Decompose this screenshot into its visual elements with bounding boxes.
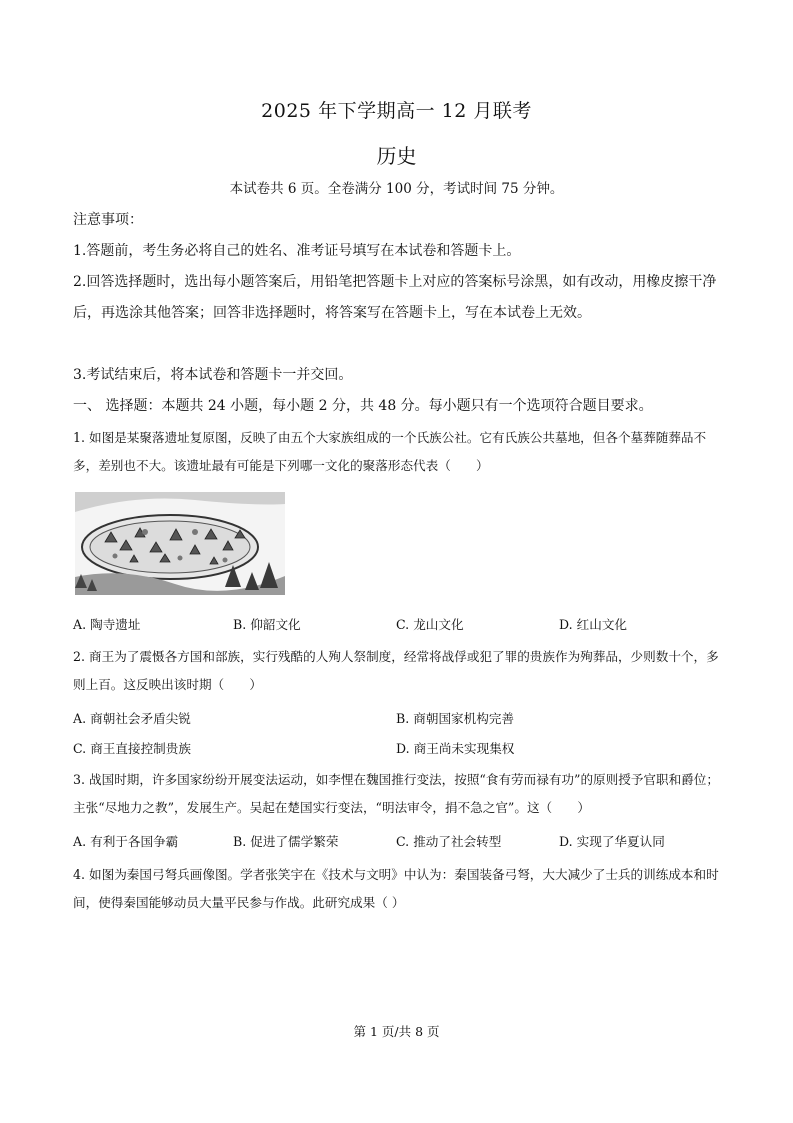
option-a[interactable]: A. 陶寺遗址	[73, 617, 141, 632]
option-b[interactable]: B. 商朝国家机构完善	[396, 711, 515, 726]
section-title: 一、 选择题：本题共 24 小题，每小题 2 分，共 48 分。每小题只有一个选项符合题目要求。	[73, 398, 653, 414]
exam-title: 2025 年下学期高一 12 月联考	[261, 100, 532, 122]
option-c[interactable]: C. 推动了社会转型	[396, 834, 502, 849]
option-a[interactable]: A. 商朝社会矛盾尖锐	[73, 711, 191, 726]
settlement-illustration	[75, 492, 285, 595]
option-c[interactable]: C. 龙山文化	[396, 617, 464, 632]
option-a[interactable]: A. 有利于各国争霸	[73, 834, 179, 849]
note-item: 2.回答选择题时，选出每小题答案后，用铅笔把答题卡上对应的答案标号涂黑，如有改动，用橡皮擦干净后，再选涂其他答案；回答非选择题时，将答案写在答题卡上，写在本试卷上无效。	[73, 274, 717, 321]
question-4-stem: 4. 如图为秦国弓弩兵画像图。学者张笑宇在《技术与文明》中认为：秦国装备弓弩，大大减少了士兵的训练成本和时间，使得秦国能够动员大量平民参与作战。此研究成果（ ）	[73, 867, 719, 910]
option-c[interactable]: C. 商王直接控制贵族	[73, 741, 191, 756]
question-3-stem: 3. 战国时期，许多国家纷纷开展变法运动，如李悝在魏国推行变法，按照“食有劳而禄有功”的原则授予官职和爵位；主张“尽地力之教”，发展生产。吴起在楚国实行变法，“明法审令，捐不急之官”。这（ ）	[73, 772, 719, 815]
option-d[interactable]: D. 红山文化	[559, 617, 628, 632]
option-d[interactable]: D. 实现了华夏认同	[559, 834, 665, 849]
notes-title: 注意事项：	[73, 212, 143, 228]
note-item: 3.考试结束后，将本试卷和答题卡一并交回。	[73, 367, 353, 383]
option-d[interactable]: D. 商王尚未实现集权	[396, 741, 515, 756]
option-b[interactable]: B. 促进了儒学繁荣	[233, 834, 339, 849]
question-3-options	[73, 831, 733, 853]
question-2-options-row-2	[73, 738, 733, 760]
question-1-options	[73, 614, 733, 636]
subject-title: 历史	[376, 144, 417, 168]
option-b[interactable]: B. 仰韶文化	[233, 617, 301, 632]
question-2-stem: 2. 商王为了震慑各方国和部族，实行残酷的人殉人祭制度，经常将战俘或犯了罪的贵族作为殉葬品，少则数十个，多则上百。这反映出该时期（ ）	[73, 649, 719, 692]
note-item: 1.答题前，考生务必将自己的姓名、准考证号填写在本试卷和答题卡上。	[73, 243, 521, 259]
page-footer: 第 1 页/共 8 页	[353, 1024, 440, 1039]
question-1-stem: 1. 如图是某聚落遗址复原图，反映了由五个大家族组成的一个氏族公社。它有氏族公共墓地，但各个墓葬随葬品不多，差别也不大。该遗址最有可能是下列哪一文化的聚落形态代表（ ）	[73, 430, 707, 473]
exam-info: 本试卷共 6 页。全卷满分 100 分，考试时间 75 分钟。	[229, 181, 564, 197]
question-2-options-row-1	[73, 708, 733, 730]
